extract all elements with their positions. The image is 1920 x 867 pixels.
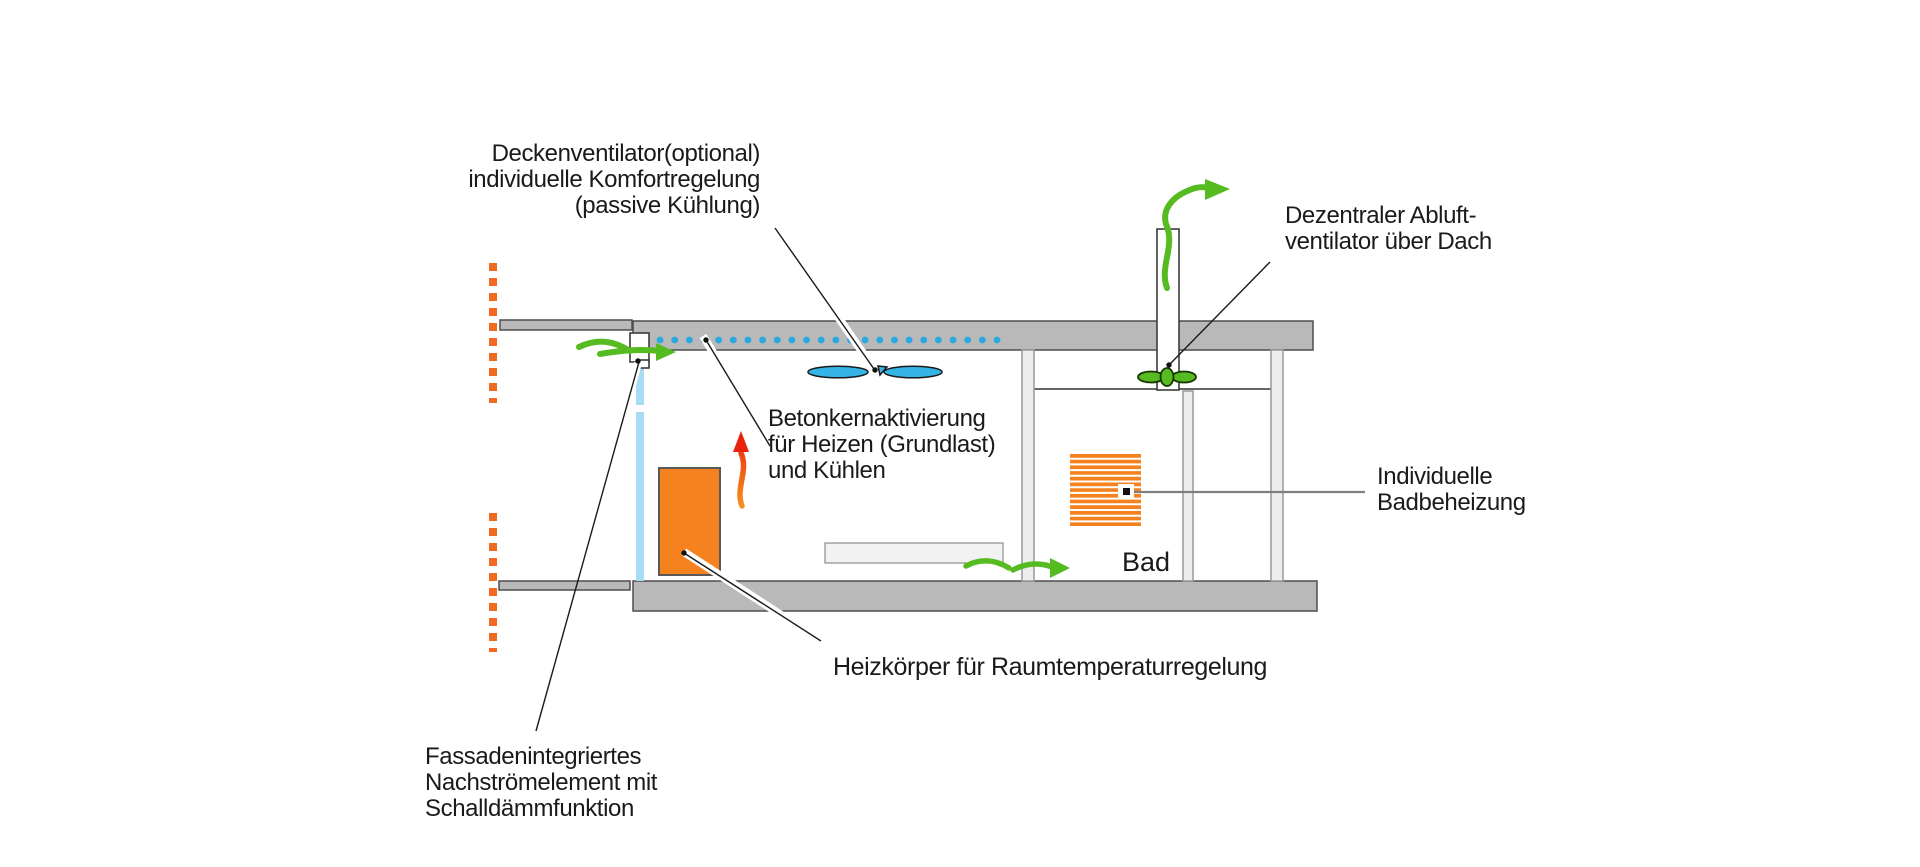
label-concrete-core	[768, 406, 995, 484]
label-line: Badbeheizung	[1377, 489, 1526, 516]
exhaust-fan-icon	[1138, 368, 1196, 386]
label-line: individuelle Komfortregelung	[468, 166, 760, 193]
label-line: Fassadenintegriertes	[425, 743, 642, 770]
bath-wall-middle	[1183, 391, 1193, 581]
label-line: und Kühlen	[768, 457, 886, 484]
label-line: (passive Kühlung)	[574, 192, 760, 219]
label-radiator	[833, 654, 1267, 680]
label-line: Heizkörper für Raumtemperaturregelung	[833, 653, 1268, 681]
label-line: Nachströmelement mit	[425, 769, 658, 796]
label-ceiling-fan	[468, 141, 760, 219]
ceiling-slab	[633, 321, 1313, 350]
label-bath-heating	[1377, 464, 1526, 516]
label-facade-inlet	[425, 744, 657, 822]
label-room-bad	[1122, 549, 1170, 575]
label-line: ventilator über Dach	[1285, 228, 1492, 255]
bath-wall-left	[1022, 350, 1034, 581]
facade-glazing-lower	[636, 412, 644, 581]
label-line: Schalldämmfunktion	[425, 795, 634, 822]
label-line: Deckenventilator(optional)	[491, 140, 760, 167]
red-heat-arrow-icon	[733, 431, 749, 506]
label-line: Bad	[1122, 547, 1171, 577]
label-line: Dezentraler Abluft-	[1285, 202, 1477, 229]
label-line: Individuelle	[1377, 463, 1493, 490]
exterior-slab-stub-bottom	[499, 581, 630, 590]
bath-wall-right	[1271, 350, 1283, 581]
label-exhaust-fan	[1285, 203, 1492, 255]
exterior-slab-stub-top	[500, 320, 632, 330]
label-line: für Heizen (Grundlast)	[768, 431, 996, 458]
label-line: Betonkernaktivierung	[768, 405, 986, 432]
